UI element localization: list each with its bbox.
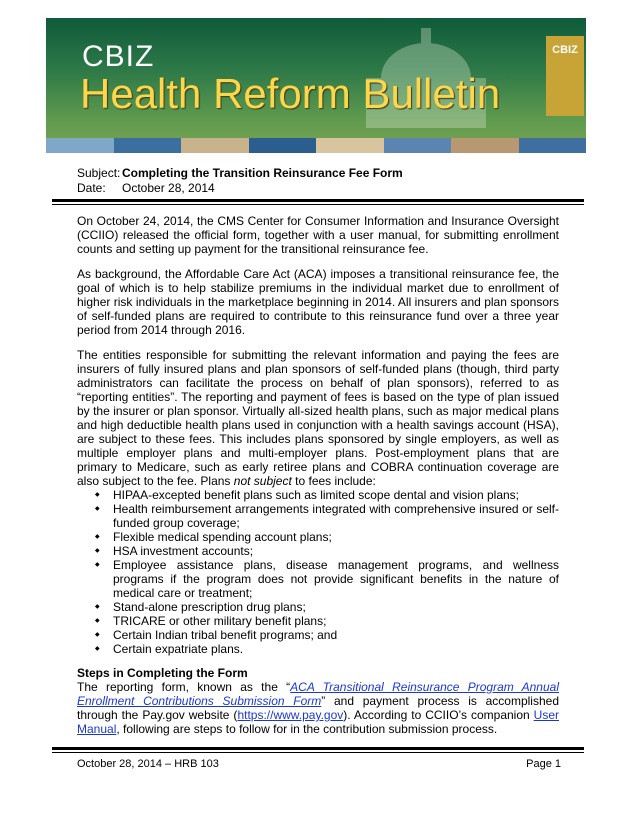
bulletin-meta <box>77 166 403 196</box>
subject-label: Subject: <box>77 166 121 180</box>
exempt-plan-list <box>77 488 559 656</box>
list-item: ◆ Flexible medical spending account plans; <box>113 530 559 544</box>
subject-row <box>77 166 403 181</box>
cbiz-logo <box>546 36 584 116</box>
steps-text-2: ” and payment process is accomplished through the Pay.gov website ( <box>77 694 559 722</box>
steps-paragraph <box>77 680 559 736</box>
photo-strip <box>46 138 586 153</box>
paragraph-2: As background, the Affordable Care Act (ACA) imposes a transitional reinsurance fee, the goal of which is to help stabilize premiums in the individual market due to enrollment of higher risk individuals in the marketplace beginning in 2014. All insurers and plan sponsors of self-funded plans are required to contribute to this reinsurance fund over a three year period from 2014 through 2016. <box>77 267 559 337</box>
paygov-link[interactable]: https://www.pay.gov <box>237 708 344 722</box>
steps-text-4: , following are steps to follow for in the contribution submission process. <box>116 722 498 736</box>
subject-text: Completing the Transition Reinsurance Fee Form <box>122 166 403 180</box>
list-item: ◆ Certain expatriate plans. <box>113 642 559 656</box>
list-item: ◆ HSA investment accounts; <box>113 544 559 558</box>
page-footer <box>77 758 561 770</box>
header-banner <box>46 18 586 153</box>
paragraph-1: On October 24, 2014, the CMS Center for Consumer Information and Insurance Oversight (CCIIO) released the official form, together with a user manual, for submitting enrollment counts and setting up payment for the transitional reinsurance fee. <box>77 214 559 256</box>
date-text: October 28, 2014 <box>122 181 215 195</box>
list-item: ◆ Employee assistance plans, disease management programs, and wellness programs if the program does not provide significant benefits in the nature of medical care or treatment; <box>113 558 559 600</box>
steps-text-3: ). According to CCIIO’s companion <box>343 708 534 722</box>
bottom-rule-thick <box>52 747 584 750</box>
bottom-rule-thin <box>52 752 584 753</box>
paragraph-3-tail: to fees include: <box>291 474 376 488</box>
list-item: ◆ Certain Indian tribal benefit programs; and <box>113 628 559 642</box>
top-rule-thin <box>52 204 584 205</box>
page-number: Page 1 <box>526 758 561 770</box>
not-subject-emphasis: not subject <box>233 474 292 488</box>
date-label: Date: <box>77 181 106 195</box>
list-item: ◆ Stand-alone prescription drug plans; <box>113 600 559 614</box>
bulletin-title: Health Reform Bulletin <box>80 70 501 117</box>
logo-text: CBIZ <box>552 44 578 56</box>
footer-date: October 28, 2014 – HRB 103 <box>77 758 219 770</box>
top-rule-thick <box>52 199 584 202</box>
paragraph-3-text: The entities responsible for submitting the relevant information and paying the fees are insurers of fully insured plans and plan sponsors of self-funded plans (though, third party administrators can facilitate the process on behalf of plan sponsors), referred to as “reporting entities”. The reporting and payment of fees is based on the type of plan issued by the insurer or plan sponsor. Virtually all-sized health plans, such as major medical plans and high deductible health plans used in conjunction with a health savings account (HSA), are subject to these fees. This includes plans sponsored by single employers, as well as multiple employer plans and multi-employer plans. Post-employment plans that are primary to Medicare, such as early retiree plans and COBRA continuation coverage are also subject to the fee. Plans <box>77 348 559 488</box>
list-item: ◆ TRICARE or other military benefit plans; <box>113 614 559 628</box>
brand-name: CBIZ <box>82 40 155 73</box>
steps-text-1: The reporting form, known as the “ <box>77 680 291 694</box>
date-row <box>77 181 403 196</box>
form-link[interactable]: ACA Transitional Reinsurance Program Annual Enrollment Contributions Submission Form <box>77 680 559 708</box>
list-item: ◆ Health reimbursement arrangements integrated with comprehensive insured or self-funded group coverage; <box>113 502 559 530</box>
bulletin-body <box>77 214 559 747</box>
user-manual-link[interactable]: User Manual <box>77 708 559 736</box>
paragraph-3 <box>77 348 559 488</box>
steps-heading: Steps in Completing the Form <box>77 666 248 680</box>
list-item: ◆ HIPAA-excepted benefit plans such as limited scope dental and vision plans; <box>113 488 559 502</box>
